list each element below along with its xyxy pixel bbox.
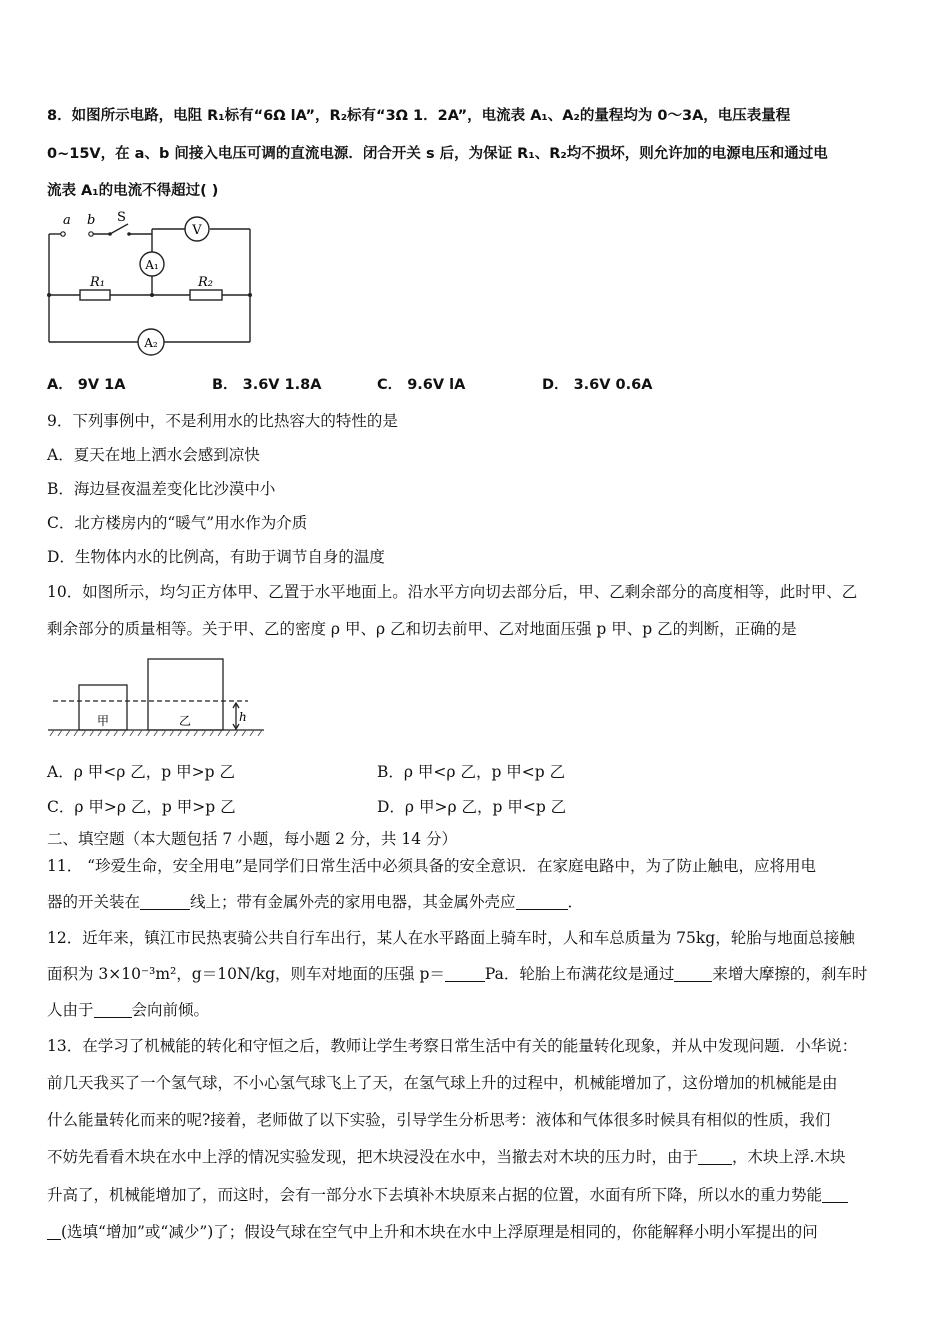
q10-blocks-diagram (48, 652, 266, 744)
q11-stem-line1: 11． “珍爱生命，安全用电”是同学们日常生活中必须具备的安全意识．在家庭电路中，为了防止触电，应将用电 (47, 857, 817, 875)
q13-stem-line5 (47, 1183, 848, 1205)
q12-blank-inertia[interactable] (94, 1002, 132, 1019)
q12-text-a: 面积为 3×10⁻³m²，g＝10N/kg，则车对地面的压强 p＝ (47, 965, 445, 983)
q8-stem-line3: 流表 A₁的电流不得超过( ) (47, 183, 219, 199)
q12-text-b: Pa．轮胎上布满花纹是通过 (484, 965, 675, 983)
voltmeter-label: V (192, 223, 202, 238)
q13-text-b: ，木块上浮.木块 (732, 1148, 846, 1166)
q13-stem-line6 (47, 1220, 818, 1242)
q13-text-d: (选填“增加”或“减少”)了；假设气球在空气中上升和木块在水中上浮原理是相同的，你能解释小明小军提出的问 (61, 1223, 818, 1241)
q13-blank-2b[interactable] (47, 1224, 61, 1241)
ammeter2-label: A₂ (144, 336, 158, 350)
q13-stem-line1: 13．在学习了机械能的转化和守恒之后，教师让学生考察日常生活中有关的能量转化现象，并从中发现问题．小华说： (47, 1037, 858, 1055)
q12-text-c: 来增大摩擦的，刹车时 (712, 965, 868, 983)
q13-blank-1[interactable] (698, 1149, 732, 1166)
q8-stem-line2: 0~15V，在 a、b 间接入电压可调的直流电源．闭合开关 s 后，为保证 R₁、R₂均不损坏，则允许加的电源电压和通过电 (47, 146, 828, 162)
q12-text-d: 人由于 (47, 1001, 94, 1019)
terminal-b-label: b (87, 213, 96, 228)
q12-stem-line2 (47, 962, 867, 984)
q13-stem-line2: 前几天我买了一个氢气球，不小心氢气球飞上了天，在氢气球上升的过程中，机械能增加了，这份增加的机械能是由 (47, 1074, 838, 1092)
q8-option-d[interactable]: D． 3.6V 0.6A (542, 377, 653, 393)
q11-text-b: 线上；带有金属外壳的家用电器，其金属外壳应 (190, 893, 516, 911)
q13-text-c: 升高了，机械能增加了，而这时，会有一部分水下去填补木块原来占据的位置，水面有所下降，所以水的重力势能 (47, 1186, 823, 1204)
q12-stem-line1: 12．近年来，镇江市民热衷骑公共自行车出行，某人在水平路面上骑车时，人和车总质量为 75kg，轮胎与地面总接触 (47, 929, 855, 947)
q9-option-c[interactable]: C．北方楼房内的“暖气”用水作为介质 (47, 514, 308, 532)
block-yi-label: 乙 (178, 714, 192, 728)
q9-option-b[interactable]: B．海边昼夜温差变化比沙漠中小 (47, 480, 276, 498)
q13-stem-line4 (47, 1145, 845, 1167)
q13-stem-line3: 什么能量转化而来的呢?接着，老师做了以下实验，引导学生分析思考：液体和气体很多时候具有相似的性质，我们 (47, 1111, 831, 1129)
q13-blank-2a[interactable] (822, 1187, 848, 1204)
section2-title: 二、填空题（本大题包括 7 小题，每小题 2 分，共 14 分） (47, 830, 458, 848)
q10-option-a[interactable]: A．ρ 甲<ρ 乙，p 甲>p 乙 (47, 763, 235, 781)
q10-option-d[interactable]: D．ρ 甲>ρ 乙，p 甲<p 乙 (377, 798, 567, 816)
q10-stem-line2: 剩余部分的质量相等。关于甲、乙的密度 ρ 甲、ρ 乙和切去前甲、乙对地面压强 p 甲、p 乙的判断，正确的是 (47, 620, 797, 638)
q12-blank-friction[interactable] (674, 966, 712, 983)
resistor1-label: R₁ (90, 275, 105, 290)
block-jia-label: 甲 (96, 714, 110, 728)
q12-text-e: 会向前倾。 (131, 1001, 210, 1019)
q10-option-b[interactable]: B．ρ 甲<ρ 乙，p 甲<p 乙 (377, 763, 566, 781)
q10-stem-line1: 10．如图所示，均匀正方体甲、乙置于水平地面上。沿水平方向切去部分后，甲、乙剩余部分的高度相等，此时甲、乙 (47, 583, 858, 601)
height-h-label: h (239, 710, 247, 724)
q11-text-a: 器的开关装在 (47, 893, 141, 911)
terminal-a-label: a (63, 213, 71, 228)
q8-option-c[interactable]: C． 9.6V lA (377, 377, 466, 393)
q11-blank-1[interactable] (140, 894, 190, 911)
switch-label: S (117, 210, 126, 225)
resistor2-label: R₂ (198, 275, 213, 290)
q8-stem-line1: 8．如图所示电路，电阻 R₁标有“6Ω lA”，R₂标有“3Ω 1．2A”，电流表 A₁、A₂的量程均为 0～3A，电压表量程 (47, 108, 791, 124)
q9-option-d[interactable]: D．生物体内水的比例高，有助于调节自身的温度 (47, 548, 385, 566)
q11-blank-2[interactable] (516, 894, 568, 911)
ammeter1-label: A₁ (145, 258, 159, 272)
q8-option-a[interactable]: A． 9V 1A (47, 377, 126, 393)
q12-stem-line3 (47, 998, 209, 1020)
q9-option-a[interactable]: A．夏天在地上洒水会感到凉快 (47, 446, 260, 464)
q11-text-c: ． (567, 893, 584, 911)
q8-option-b[interactable]: B． 3.6V 1.8A (212, 377, 322, 393)
q8-circuit-diagram (40, 210, 270, 360)
q11-stem-line2 (47, 890, 583, 912)
q13-text-a: 不妨先看看木块在水中上浮的情况实验发现，把木块浸没在水中，当撤去对木块的压力时，由于 (47, 1148, 699, 1166)
q12-blank-pressure[interactable] (445, 966, 485, 983)
q9-stem: 9．下列事例中，不是利用水的比热容大的特性的是 (47, 412, 398, 430)
q10-option-c[interactable]: C．ρ 甲>ρ 乙，p 甲>p 乙 (47, 798, 236, 816)
